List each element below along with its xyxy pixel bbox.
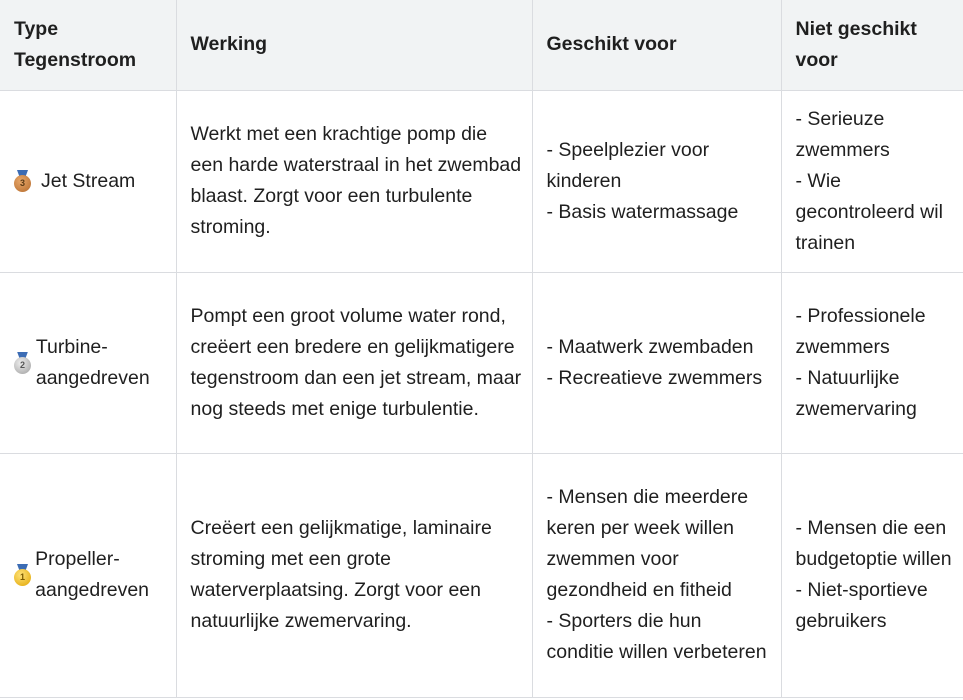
- geschikt-item: - Mensen die meerdere keren per week willen zwemmen voor gezondheid en fitheid: [546, 486, 749, 601]
- niet-geschikt-item: - Natuurlijke zwemervaring: [795, 366, 917, 420]
- geschikt-cell: [532, 90, 781, 272]
- type-cell: [0, 453, 176, 697]
- geschikt-item: - Recreatieve zwemmers: [546, 366, 763, 389]
- niet-geschikt-item: - Serieuze zwemmers: [795, 107, 890, 161]
- type-label: Turbine-aangedreven: [35, 335, 150, 389]
- niet-geschikt-cell: [781, 90, 963, 272]
- first-place-medal-icon: 1: [14, 564, 25, 586]
- type-cell: [0, 90, 176, 272]
- table-row: [0, 90, 963, 272]
- geschikt-cell: [532, 453, 781, 697]
- niet-geschikt-item: - Professionele zwemmers: [795, 304, 926, 358]
- type-label: Jet Stream: [41, 169, 136, 192]
- werking-cell: Creëert een gelijkmatige, laminaire stroming met een grote waterverplaatsing. Zorgt voor een natuurlijke zwemervaring.: [176, 453, 532, 697]
- geschikt-cell: [532, 272, 781, 453]
- werking-cell: Pompt een groot volume water rond, creëert een bredere en gelijkmatigere tegenstroom dan een jet stream, maar nog steeds met enige turbulentie.: [176, 272, 532, 453]
- type-cell: [0, 272, 176, 453]
- niet-geschikt-item: - Mensen die een budgetoptie willen: [795, 517, 952, 570]
- table-row: [0, 272, 963, 453]
- geschikt-item: - Speelplezier voor kinderen: [546, 138, 710, 192]
- niet-geschikt-cell: [781, 453, 963, 697]
- header-geschikt: Geschikt voor: [532, 0, 781, 90]
- third-place-medal-icon: 3: [14, 170, 31, 192]
- header-werking: Werking: [176, 0, 532, 90]
- niet-geschikt-item: - Wie gecontroleerd wil trainen: [795, 169, 943, 254]
- geschikt-item: - Sporters die hun conditie willen verbeteren: [546, 610, 767, 663]
- type-label: Propeller-aangedreven: [35, 548, 150, 601]
- werking-cell: Werkt met een krachtige pomp die een harde waterstraal in het zwembad blaast. Zorgt voor een turbulente stroming.: [176, 90, 532, 272]
- table-header-row: [0, 0, 963, 90]
- geschikt-item: - Maatwerk zwembaden: [546, 335, 754, 358]
- second-place-medal-icon: 2: [14, 352, 26, 374]
- geschikt-item: - Basis watermassage: [546, 200, 739, 223]
- niet-geschikt-item: - Niet-sportieve gebruikers: [795, 579, 928, 632]
- header-niet-geschikt: Niet geschikt voor: [781, 0, 963, 90]
- table-row: [0, 453, 963, 697]
- niet-geschikt-cell: [781, 272, 963, 453]
- header-type: Type Tegenstroom: [0, 0, 176, 90]
